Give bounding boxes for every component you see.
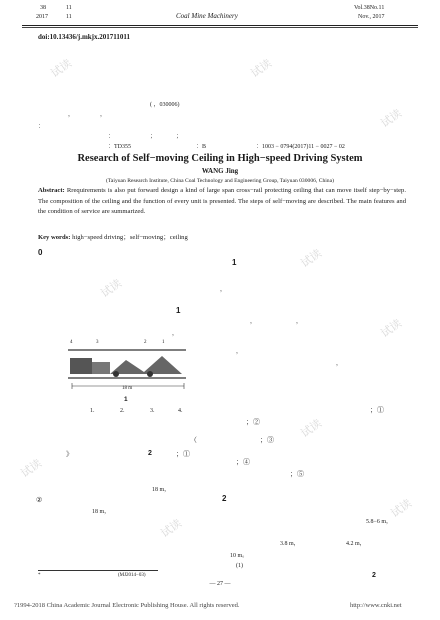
watermark: 试读 [248, 56, 275, 81]
text-fragment: ： [38, 124, 45, 130]
footnote-rule [38, 570, 158, 571]
text-fragment: ， [220, 287, 227, 293]
keywords [38, 231, 188, 241]
header-year-cn: 2017 [36, 14, 48, 20]
value-18m-b: 18 m， [92, 509, 111, 515]
figure-1 [66, 342, 192, 394]
section-1-number: 1 [232, 258, 237, 267]
figure-legend-2: 2. [120, 408, 125, 414]
figure-legend-4: 4. [178, 408, 183, 414]
footnote-grant: (MJ2014−03) [118, 573, 146, 578]
page-number: — 27 — [209, 581, 231, 587]
header-volume-en: Vol.38No.11 [354, 5, 385, 11]
figure-callout: 1 [162, 340, 165, 345]
text-fragment: ， [68, 112, 75, 118]
value-10m: 10 m。 [230, 553, 249, 559]
left-paren: （ [190, 436, 197, 444]
author-name: WANG Jing [201, 167, 239, 175]
figure-callout: 4 [70, 340, 73, 345]
keywords-label: Key words: [38, 234, 71, 241]
watermark: 试读 [378, 316, 405, 341]
equation-number: (1) [236, 563, 243, 569]
header-date-en: Nov., 2017 [358, 14, 385, 20]
column-2-number: 2 [372, 572, 376, 579]
text-fragment: ， [296, 319, 303, 325]
figure-callout: 2 [144, 340, 147, 345]
copyright-notice: ?1994-2018 China Academic Journal Electronic Publishing House. All rights reserved. [14, 602, 240, 609]
watermark: 试读 [158, 516, 185, 541]
list-marker-1: ；① [370, 406, 384, 414]
figure-legend-1: 1. [90, 408, 95, 414]
keywords-text: high−speed driving；self−moving；ceiling [72, 234, 188, 241]
abstract-text: Rrequirements is also put forward design a kind of large span cross−rail protecting ceiling that can move itself step−by−step. The composition of the ceiling and the function of every unit is presented. The steps of self−moving are described. The main features and the condition of service are summarized. [38, 187, 406, 215]
watermark: 试读 [388, 496, 415, 521]
value-18m: 18 m， [152, 487, 171, 493]
text-fragment: ， [172, 331, 179, 337]
section-0-number: 0 [38, 248, 43, 257]
figure-1-number: 1 [124, 396, 128, 403]
section-2-number: 2 [222, 494, 227, 503]
watermark: 试读 [48, 56, 75, 81]
header-month-cn: 11 [66, 14, 72, 20]
header-volume-cn: 38 [40, 5, 46, 11]
abstract-label: Abstract: [38, 187, 65, 194]
author-affiliation: (Taiyuan Research Institute, China Coal Technology and Engineering Group, Taiyuan 030006, China) [106, 178, 334, 184]
watermark: 试读 [298, 246, 325, 271]
list-marker-2: ；② [246, 418, 260, 426]
header-rule-thin [22, 27, 418, 28]
paper-title: Research of Self−moving Ceiling in High−speed Driving System [77, 153, 363, 164]
watermark: 试读 [98, 276, 125, 301]
text-fragment: ； [150, 134, 157, 140]
figure-legend-3: 3. [150, 408, 155, 414]
clc-number: ：TD355 [108, 144, 131, 150]
value-42m: 4.2 m， [346, 541, 366, 547]
list-marker-3: ；③ [260, 436, 274, 444]
watermark: 试读 [298, 416, 325, 441]
document-code: ：B [196, 144, 207, 150]
list-marker-5-inline: ；① [176, 450, 190, 458]
text-fragment: ， [236, 349, 243, 355]
text-fragment: ， [100, 112, 107, 118]
value-58-6m: 5.8−6 m， [366, 519, 393, 525]
list-marker-5: ；⑤ [290, 470, 304, 478]
affiliation-cn: ( ，030006) [150, 102, 180, 108]
watermark: 试读 [378, 106, 405, 131]
figure-dimension: 18 m [122, 386, 133, 391]
list-marker-4: ；④ [236, 458, 250, 466]
text-fragment: ， [250, 319, 257, 325]
section-1-inline-number: 1 [176, 306, 181, 315]
watermark: 试读 [18, 456, 45, 481]
text-fragment: ， [336, 361, 343, 367]
right-quote: 》 [66, 450, 73, 458]
article-id: ：1003 − 0794(2017)11 − 0027 − 02 [256, 144, 345, 150]
text-fragment: ： [108, 134, 115, 140]
header-journal-name: Coal Mine Machinery [176, 12, 238, 20]
value-38m: 3.8 m， [280, 541, 300, 547]
footnote-marker: * [38, 573, 41, 578]
list-marker-6: ② [36, 496, 43, 504]
header-rule [22, 25, 418, 26]
header-issue-cn: 11 [66, 5, 72, 11]
figure-callout: 3 [96, 340, 99, 345]
abstract [38, 186, 406, 218]
section-2-inline: 2 [148, 450, 152, 457]
doi: doi:10.13436/j.mkjx.201711011 [38, 33, 130, 41]
site-link[interactable]: http://www.cnki.net [350, 602, 402, 609]
text-fragment: ； [176, 134, 183, 140]
